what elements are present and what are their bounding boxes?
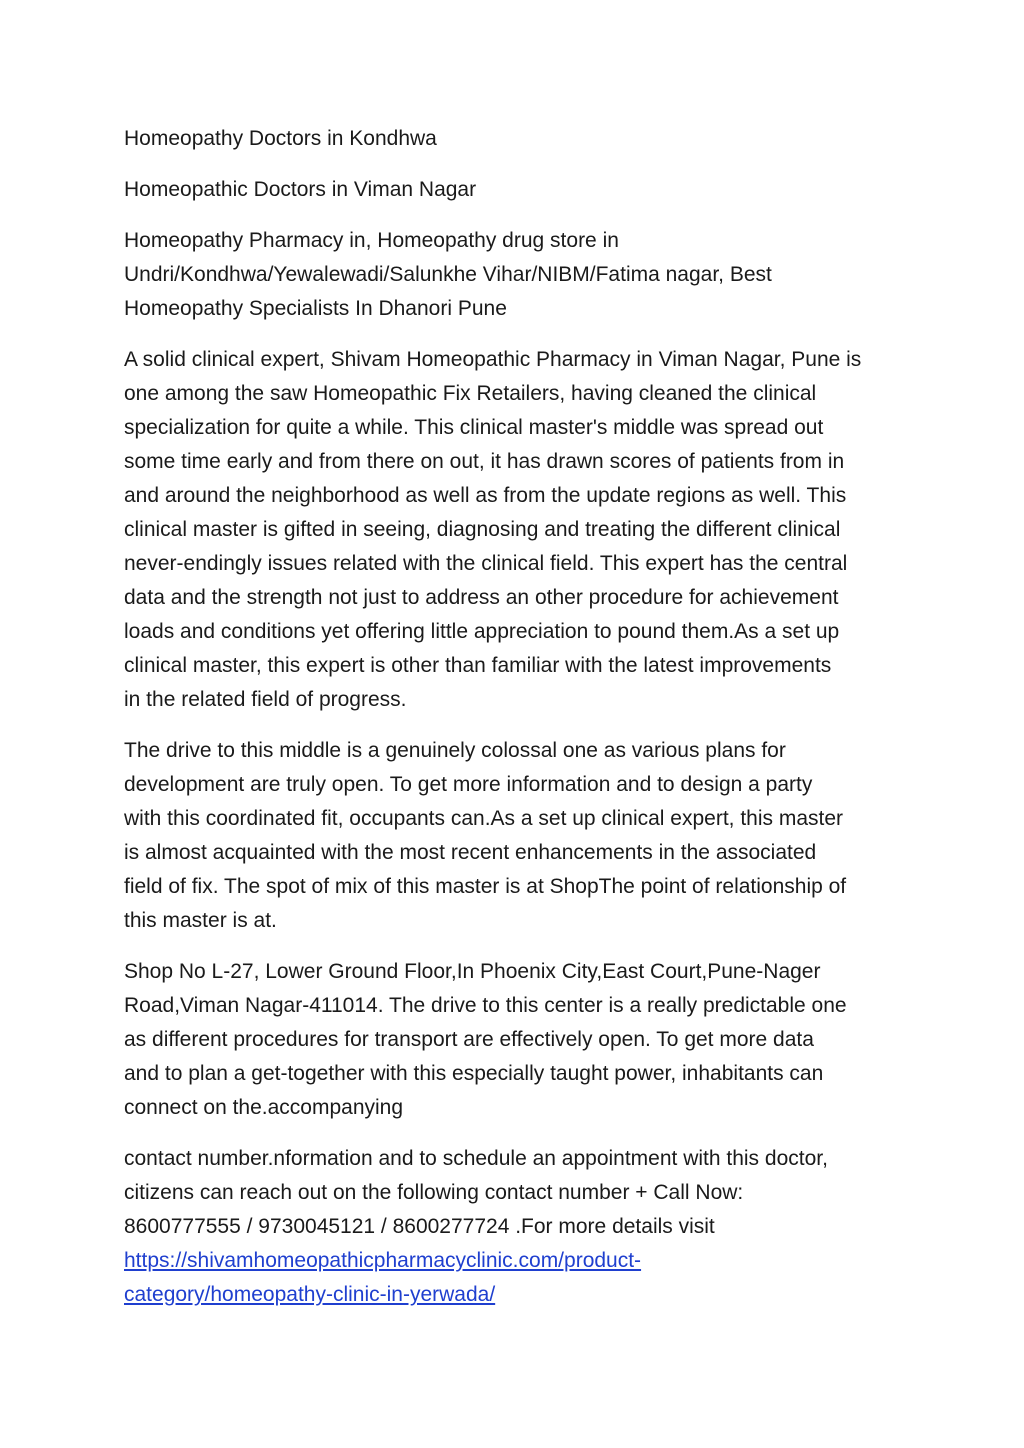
text-line: connect on the.accompanying xyxy=(124,1096,404,1119)
text-line: one among the saw Homeopathic Fix Retailers, having cleaned the clinical xyxy=(124,382,817,405)
text-line: never-endingly issues related with the clinical field. This expert has the central xyxy=(124,552,848,575)
text-line: Undri/Kondhwa/Yewalewadi/Salunkhe Vihar/NIBM/Fatima nagar, Best xyxy=(124,263,772,286)
link-line[interactable]: https://shivamhomeopathicpharmacyclinic.com/product- xyxy=(124,1249,642,1272)
text-line: is almost acquainted with the most recent enhancements in the associated xyxy=(124,841,817,864)
heading-kondhwa xyxy=(124,122,896,156)
text-line: this master is at. xyxy=(124,909,277,932)
text-line: contact number.nformation and to schedule an appointment with this doctor, xyxy=(124,1147,828,1170)
link-line[interactable]: category/homeopathy-clinic-in-yerwada/ xyxy=(124,1283,496,1306)
text-line: in the related field of progress. xyxy=(124,688,407,711)
text-line: Homeopathy Doctors in Kondhwa xyxy=(124,127,437,150)
text-line: loads and conditions yet offering little appreciation to pound them.As a set up xyxy=(124,620,840,643)
text-line: some time early and from there on out, it has drawn scores of patients from in xyxy=(124,450,845,473)
phone-numbers-line: 8600777555 / 9730045121 / 8600277724 .For more details visit xyxy=(124,1215,715,1238)
text-line: The drive to this middle is a genuinely colossal one as various plans for xyxy=(124,739,786,762)
text-line: and to plan a get-together with this especially taught power, inhabitants can xyxy=(124,1062,824,1085)
document-page xyxy=(124,122,896,1329)
text-line: clinical master, this expert is other than familiar with the latest improvements xyxy=(124,654,832,677)
text-line: Homeopathic Doctors in Viman Nagar xyxy=(124,178,477,201)
contact-paragraph xyxy=(124,1142,896,1312)
clinical-expert-paragraph xyxy=(124,343,896,717)
text-line: Homeopathy Pharmacy in, Homeopathy drug store in xyxy=(124,229,619,252)
text-line: citizens can reach out on the following contact number + Call Now: xyxy=(124,1181,744,1204)
text-line: development are truly open. To get more information and to design a party xyxy=(124,773,813,796)
text-line: and around the neighborhood as well as from the update regions as well. This xyxy=(124,484,847,507)
text-line: clinical master is gifted in seeing, diagnosing and treating the different clinical xyxy=(124,518,841,541)
pharmacy-intro-paragraph xyxy=(124,224,896,326)
clinic-website-link[interactable] xyxy=(124,1244,896,1312)
text-line: Road,Viman Nagar-411014. The drive to this center is a really predictable one xyxy=(124,994,847,1017)
text-line: Homeopathy Specialists In Dhanori Pune xyxy=(124,297,507,320)
heading-viman-nagar xyxy=(124,173,896,207)
text-line: as different procedures for transport are effectively open. To get more data xyxy=(124,1028,814,1051)
text-line: Shop No L-27, Lower Ground Floor,In Phoenix City,East Court,Pune-Nager xyxy=(124,960,821,983)
text-line: field of fix. The spot of mix of this master is at ShopThe point of relationship of xyxy=(124,875,847,898)
text-line: specialization for quite a while. This clinical master's middle was spread out xyxy=(124,416,824,439)
text-line: with this coordinated fit, occupants can.As a set up clinical expert, this master xyxy=(124,807,844,830)
text-line: A solid clinical expert, Shivam Homeopathic Pharmacy in Viman Nagar, Pune is xyxy=(124,348,862,371)
drive-paragraph xyxy=(124,734,896,938)
address-paragraph xyxy=(124,955,896,1125)
text-line: data and the strength not just to address an other procedure for achievement xyxy=(124,586,839,609)
